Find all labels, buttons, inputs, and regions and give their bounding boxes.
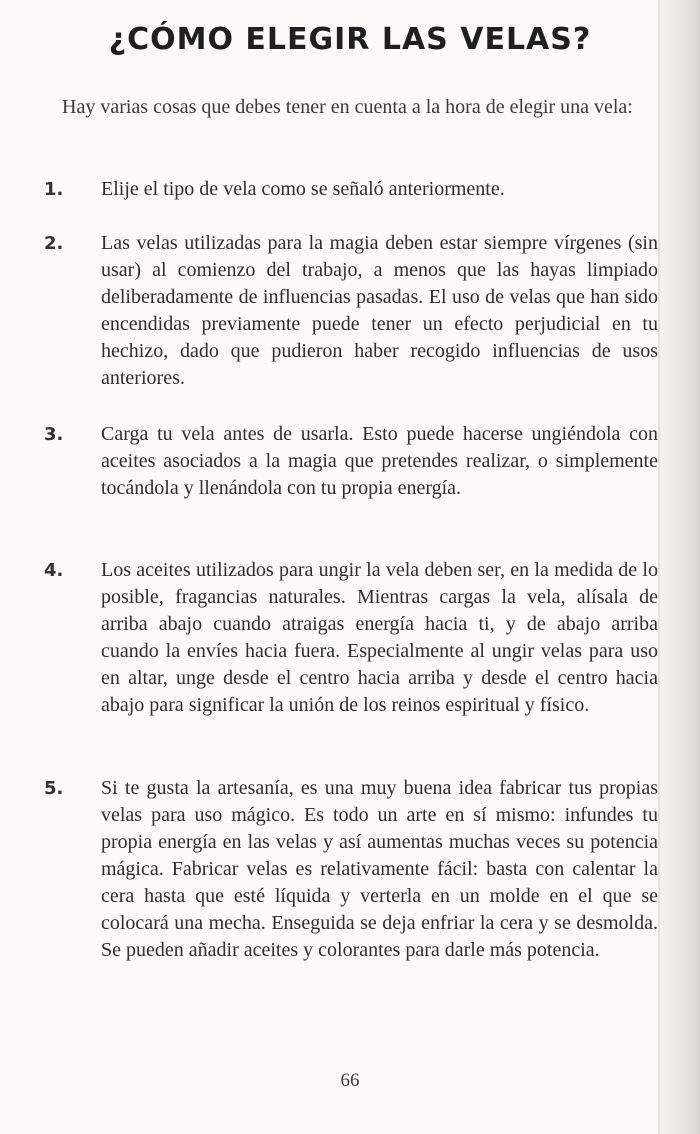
list-item-text: Carga tu vela antes de usarla. Esto puede hacerse ungiéndola con aceites asociados a la magia que pretendes realizar, o simplemente tocándola y llenándola con tu propia energía.: [101, 423, 658, 499]
list-item-text: Las velas utilizadas para la magia deben estar siempre vírgenes (sin usar) al comienzo del trabajo, a menos que las hayas limpiado deliberadamente de influencias pasadas. El uso de velas que han sido encendidas previamente puede tener un efecto perjudicial en tu hechizo, dado que pudieron haber recogido influencias de usos anteriores.: [101, 232, 658, 389]
intro-paragraph: Hay varias cosas que debes tener en cuenta a la hora de elegir una vela:: [62, 96, 633, 118]
page-edge: [658, 0, 700, 1134]
list-item-number: 5.: [44, 778, 64, 799]
list-item-number: 3.: [44, 424, 64, 445]
list-item-number: 2.: [44, 233, 64, 254]
page-title: ¿CÓMO ELEGIR LAS VELAS?: [108, 22, 592, 57]
list-item-number: 1.: [44, 179, 64, 200]
list-item-text: Los aceites utilizados para ungir la vela deben ser, en la medida de lo posible, fragancias naturales. Mientras cargas la vela, alísala de arriba abajo cuando atraigas energía hacia ti, y de abajo arriba cuando la envíes hacia fuera. Especialmente al ungir velas para uso en altar, unge desde el centro hacia arriba y desde el centro hacia abajo para significar la unión de los reinos espiritual y físico.: [101, 559, 658, 716]
list-item-text: Si te gusta la artesanía, es una muy buena idea fabricar tus propias velas para uso mágico. Es todo un arte en sí mismo: infundes tu propia energía en las velas y así aumentas muchas veces su potencia mágica. Fabricar velas es relativamente fácil: basta con calentar la cera hasta que esté líquida y verterla en un molde en el que se colocará una mecha. Enseguida se deja enfriar la cera y se desmolda. Se pueden añadir aceites y colorantes para darle más potencia.: [101, 777, 658, 961]
list-item-text: Elije el tipo de vela como se señaló anteriormente.: [101, 178, 505, 200]
page-number: 66: [340, 1070, 360, 1091]
list-item-number: 4.: [44, 560, 64, 581]
